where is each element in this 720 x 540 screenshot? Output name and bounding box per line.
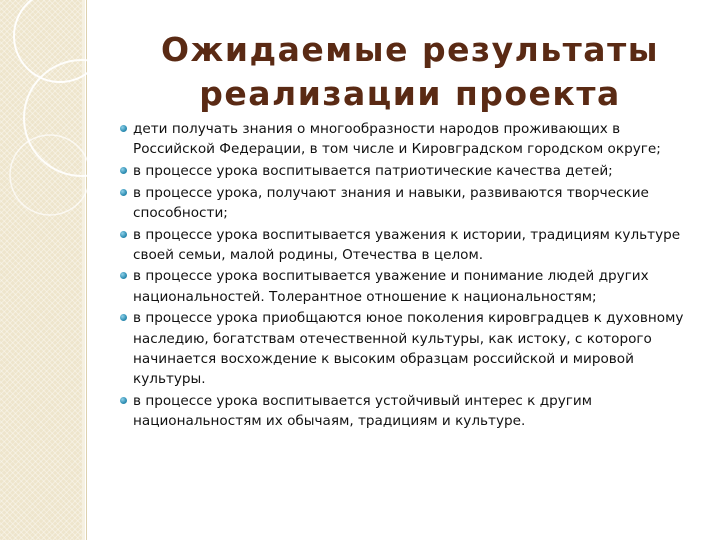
bullet-dot-icon xyxy=(120,231,127,238)
bullet-list xyxy=(120,119,698,433)
band-edge xyxy=(82,0,85,540)
slide-title xyxy=(110,28,710,116)
bullet-dot-icon xyxy=(120,272,127,279)
list-item xyxy=(120,161,698,181)
list-item xyxy=(120,391,698,431)
list-item xyxy=(120,308,698,389)
decorative-side-band xyxy=(0,0,82,540)
title-line-2: реализации проекта xyxy=(199,74,621,113)
bullet-text: в процессе урока приобщаются юное поколения кировградцев к духовному наследию, богатствам отечественной культуры, как истоку, с которого начинается восхождение к высоким образцам российской и мировой культуры. xyxy=(133,310,684,387)
list-item xyxy=(120,266,698,306)
list-item xyxy=(120,225,698,265)
bullet-dot-icon xyxy=(120,314,127,321)
title-line-1: Ожидаемые результаты xyxy=(160,30,660,69)
bullet-text: в процессе урока, получают знания и навыки, развиваются творческие способности; xyxy=(133,184,649,221)
bullet-dot-icon xyxy=(120,167,127,174)
bullet-text: в процессе урока воспитывается патриотические качества детей; xyxy=(133,162,613,179)
bullet-text: дети получать знания о многообразности народов проживающих в Российской Федерации, в том числе и Кировградском городском округе; xyxy=(133,121,661,158)
bullet-dot-icon xyxy=(120,189,127,196)
bullet-text: в процессе урока воспитывается уважения к истории, традициям культуре своей семьи, малой родины, Отечества в целом. xyxy=(133,226,681,263)
bullet-text: в процессе урока воспитывается устойчивый интерес к другим национальностям их обычаям, традициям и культуре. xyxy=(133,392,593,429)
band-divider-line xyxy=(86,0,87,540)
list-item xyxy=(120,119,698,159)
bullet-dot-icon xyxy=(120,125,127,132)
bullet-dot-icon xyxy=(120,397,127,404)
bullet-text: в процессе урока воспитывается уважение и понимание людей других национальностей. Толерантное отношение к национальностям; xyxy=(133,268,649,305)
list-item xyxy=(120,183,698,223)
